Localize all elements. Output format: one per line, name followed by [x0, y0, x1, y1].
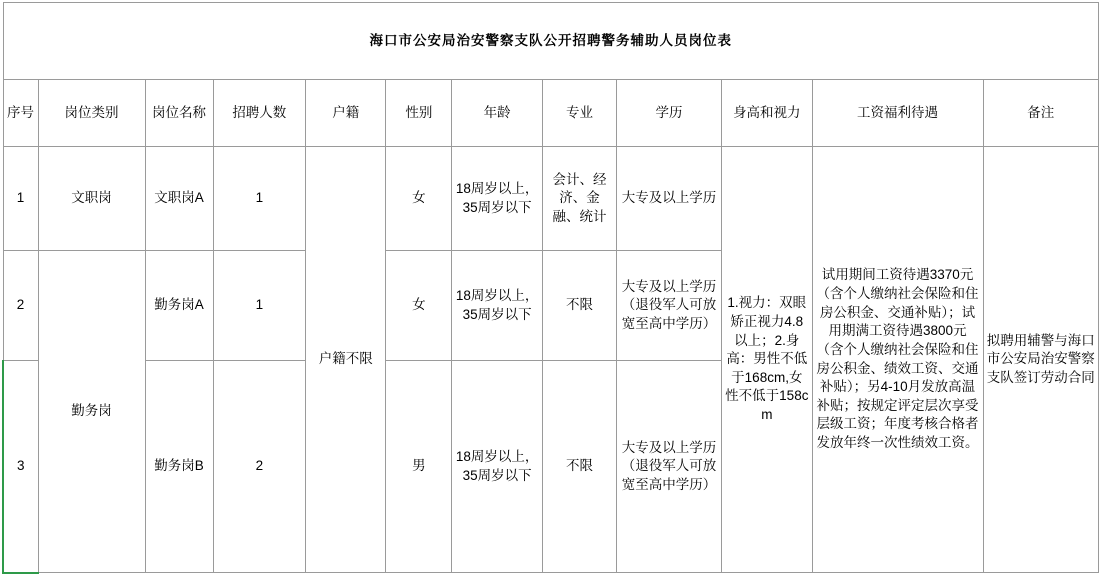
cell-job-name: 勤务岗B	[145, 361, 213, 573]
cell-serial: 2	[3, 251, 38, 361]
spreadsheet-sheet	[0, 2, 1101, 588]
column-header-serial: 序号	[3, 80, 38, 147]
cell-education: 大专及以上学历	[617, 147, 722, 251]
cell-major: 不限	[542, 361, 616, 573]
cell-age: 18周岁以上，35周岁以下	[452, 147, 543, 251]
column-header-age: 年龄	[452, 80, 543, 147]
cell-headcount: 2	[213, 361, 306, 573]
column-header-major: 专业	[542, 80, 616, 147]
cell-age: 18周岁以上，35周岁以下	[452, 361, 543, 573]
cell-headcount: 1	[213, 251, 306, 361]
cell-job-category: 勤务岗	[38, 251, 145, 573]
cell-headcount: 1	[213, 147, 306, 251]
title-row	[3, 3, 1099, 80]
cell-education: 大专及以上学历（退役军人可放宽至高中学历）	[617, 251, 722, 361]
column-header-job-name: 岗位名称	[145, 80, 213, 147]
cell-salary-merged: 试用期间工资待遇3370元（含个人缴纳社会保险和住房公积金、交通补贴）；试用期满工资待遇3800元（含个人缴纳社会保险和住房公积金、绩效工资、交通补贴）；另4-10月发放高温补贴；按规定评定层次享受层级工资；年度考核合格者发放年终一次性绩效工资。	[812, 147, 983, 573]
cell-major: 会计、经济、金融、统计	[542, 147, 616, 251]
cell-major: 不限	[542, 251, 616, 361]
cell-gender: 女	[386, 147, 452, 251]
cell-job-category: 文职岗	[38, 147, 145, 251]
cell-job-name: 文职岗A	[145, 147, 213, 251]
column-header-headcount: 招聘人数	[213, 80, 306, 147]
job-position-table	[2, 2, 1099, 574]
cell-job-name: 勤务岗A	[145, 251, 213, 361]
cell-gender: 男	[386, 361, 452, 573]
page-title: 海口市公安局治安警察支队公开招聘警务辅助人员岗位表	[3, 3, 1099, 80]
column-header-job-category: 岗位类别	[38, 80, 145, 147]
table-row	[3, 147, 1099, 251]
column-header-salary: 工资福利待遇	[812, 80, 983, 147]
cell-education-selected[interactable]: 大专及以上学历（退役军人可放宽至高中学历）	[617, 361, 722, 573]
column-header-gender: 性别	[386, 80, 452, 147]
column-header-remark: 备注	[983, 80, 1099, 147]
column-header-education: 学历	[617, 80, 722, 147]
column-header-height-vision: 身高和视力	[722, 80, 813, 147]
cell-height-vision-merged: 1.视力：双眼矫正视力4.8以上；2.身高：男性不低于168cm,女性不低于158cm	[722, 147, 813, 573]
column-header-household: 户籍	[306, 80, 386, 147]
cell-serial: 1	[3, 147, 38, 251]
cell-serial: 3	[3, 361, 38, 573]
cell-remark-merged: 拟聘用辅警与海口市公安局治安警察支队签订劳动合同	[983, 147, 1099, 573]
cell-age: 18周岁以上，35周岁以下	[452, 251, 543, 361]
header-row	[3, 80, 1099, 147]
cell-gender: 女	[386, 251, 452, 361]
cell-household-merged: 户籍不限	[306, 147, 386, 573]
